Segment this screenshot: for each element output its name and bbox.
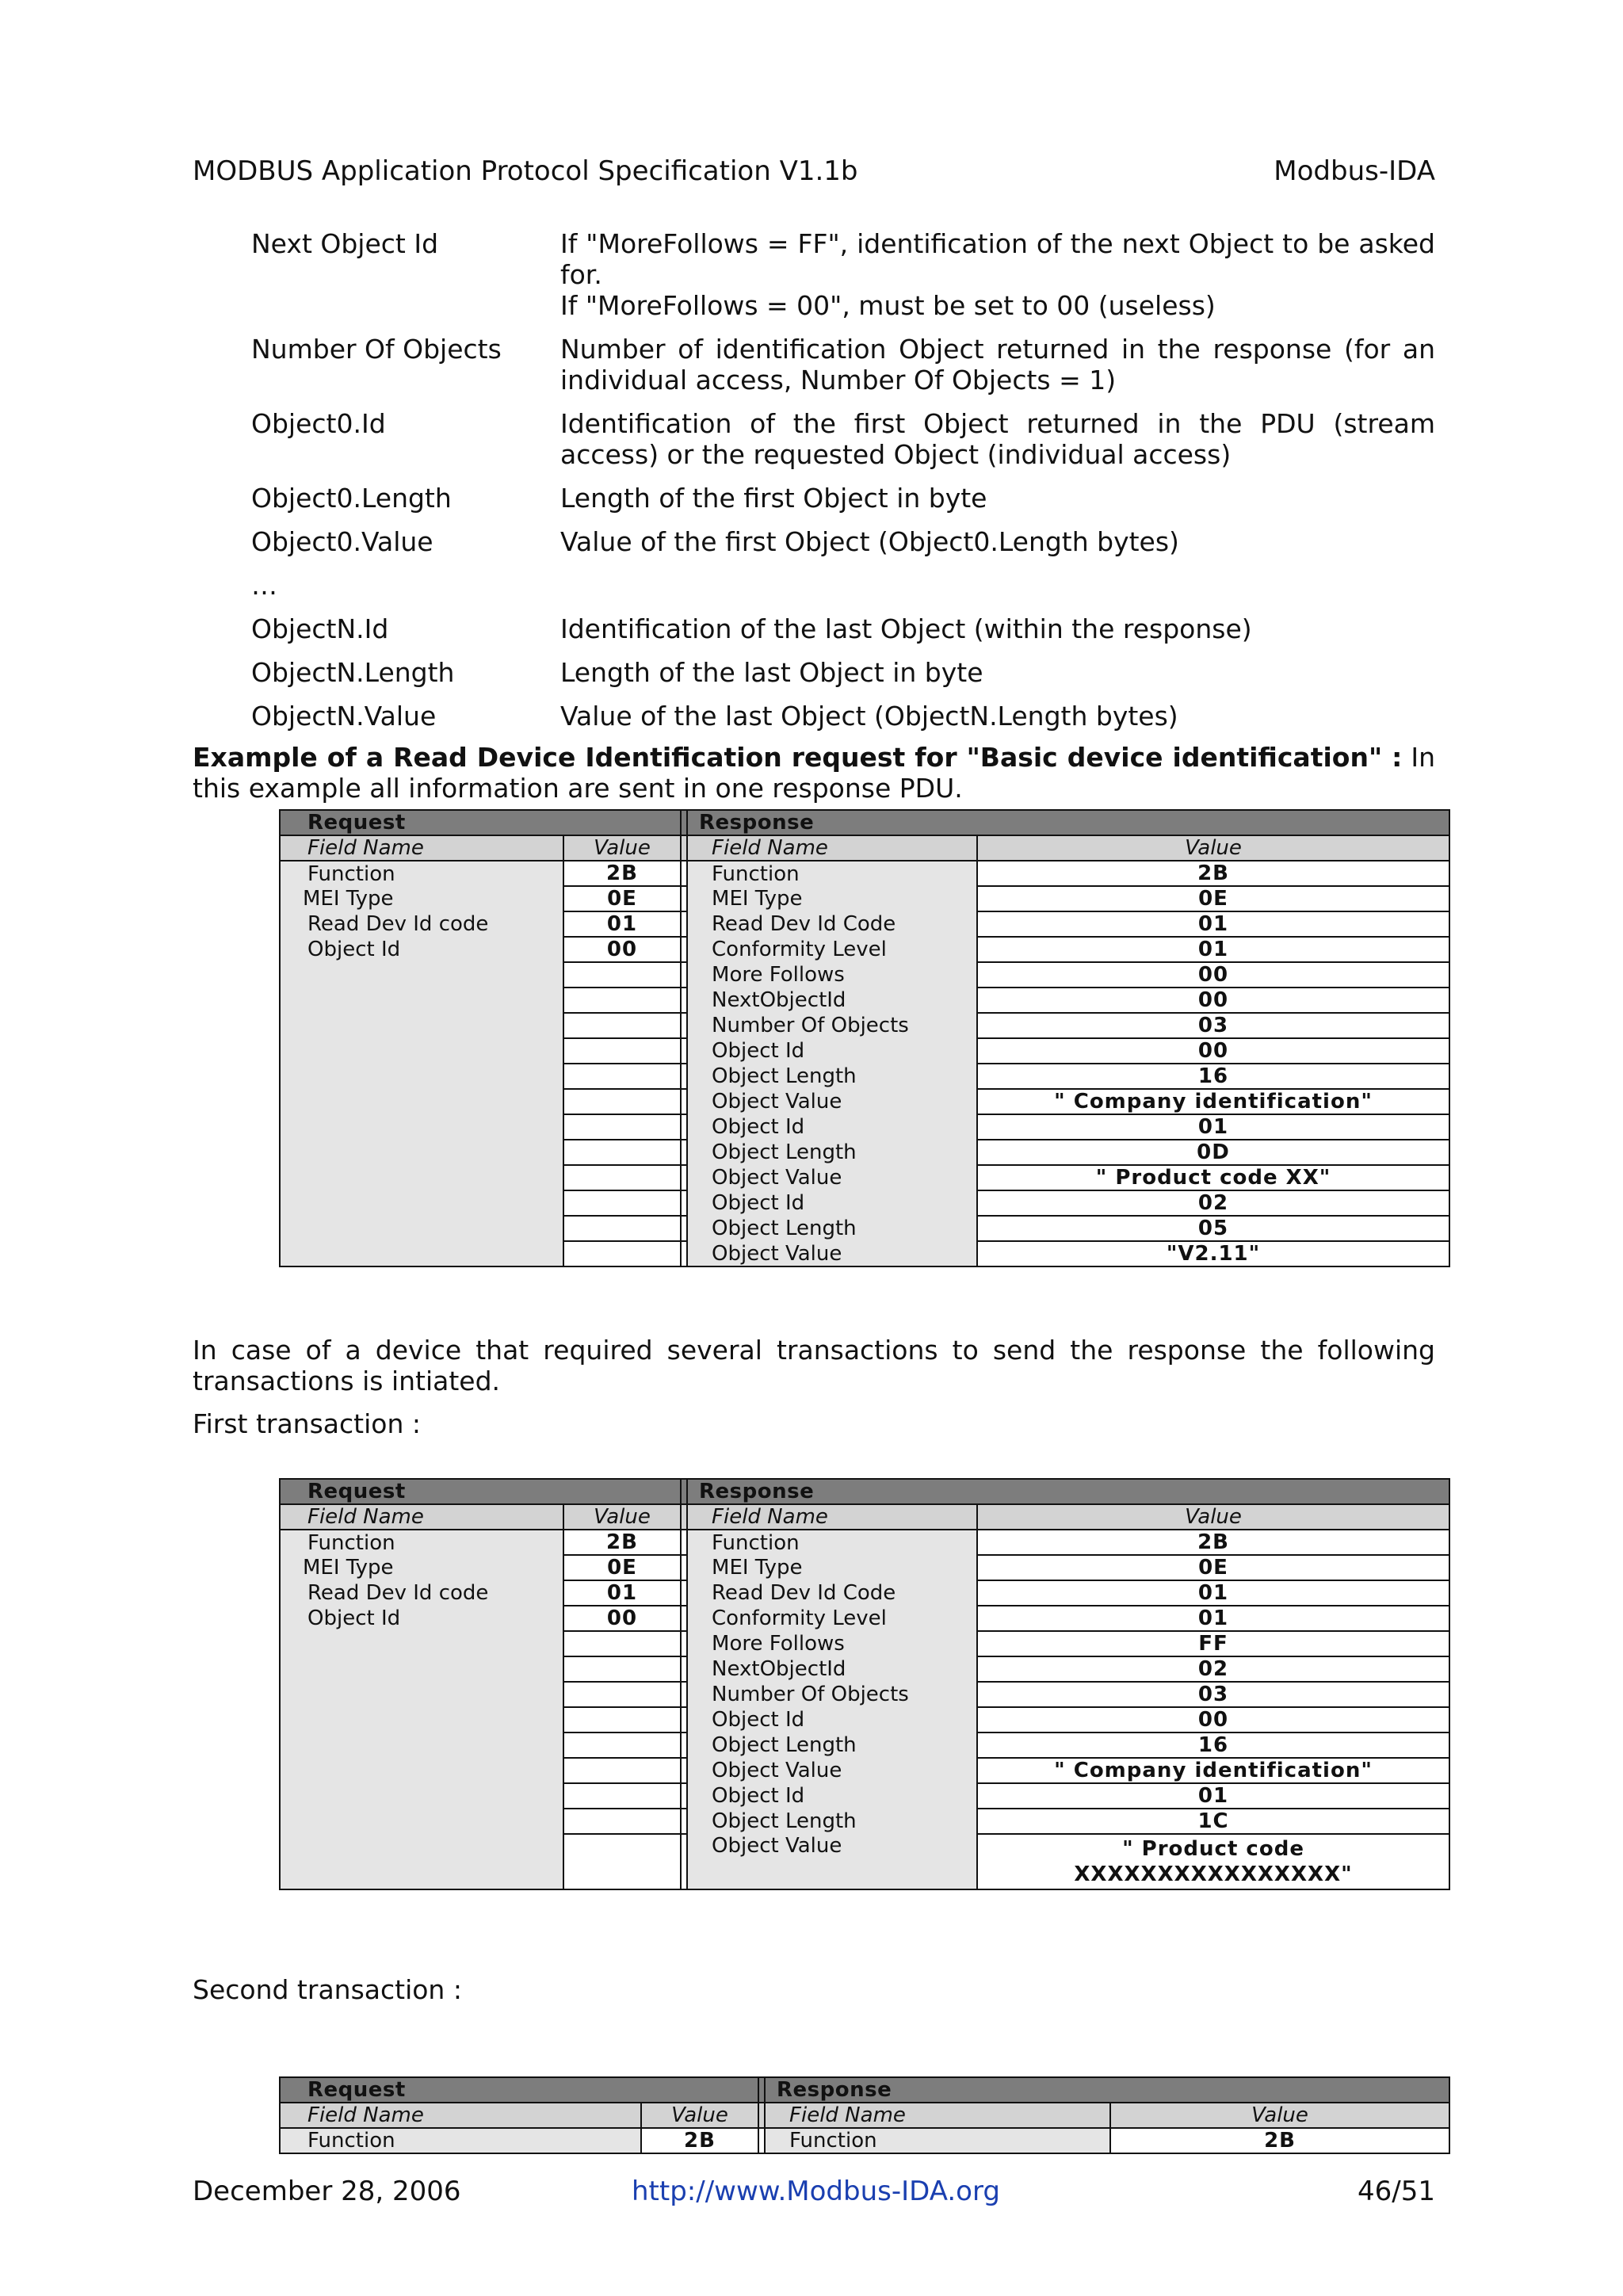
column-gap: [681, 1733, 687, 1758]
response-field-value: 01: [977, 1114, 1449, 1140]
request-field-value: [563, 1656, 681, 1682]
request-field-value: [563, 988, 681, 1013]
field-name-header: Field Name: [765, 2103, 1110, 2128]
table-row: [280, 1114, 1449, 1140]
definition-term: …: [251, 570, 277, 601]
response-field-value: 1C: [977, 1809, 1449, 1834]
column-gap: [681, 911, 687, 937]
column-gap: [681, 1834, 687, 1889]
request-field-value: 00: [563, 937, 681, 962]
response-field-name: Number Of Objects: [687, 1682, 977, 1707]
column-gap: [681, 1064, 687, 1089]
definition-item: [251, 483, 1435, 514]
response-header: Response: [687, 1479, 1449, 1504]
request-field-name: [280, 1682, 563, 1707]
column-gap: [681, 1504, 687, 1530]
header-org: Modbus-IDA: [1274, 155, 1435, 187]
response-field-value: " Product code XX": [977, 1165, 1449, 1190]
value-header: Value: [977, 835, 1449, 861]
request-field-value: [563, 1114, 681, 1140]
field-name-header: Field Name: [280, 2103, 641, 2128]
definition-item: [251, 701, 1435, 732]
column-gap: [681, 1140, 687, 1165]
request-field-name: [280, 1216, 563, 1241]
column-gap: [681, 1530, 687, 1555]
response-field-name: Object Id: [687, 1190, 977, 1216]
response-field-value: 0D: [977, 1140, 1449, 1165]
response-field-name: Number Of Objects: [687, 1013, 977, 1038]
table-row: [280, 1783, 1449, 1809]
example-paragraph: [193, 742, 1435, 804]
column-gap: [681, 1631, 687, 1656]
response-field-value: " Product code XXXXXXXXXXXXXXXX": [977, 1834, 1449, 1889]
response-field-name: Object Value: [687, 1834, 977, 1889]
request-field-name: Function: [280, 2128, 641, 2153]
column-gap: [681, 861, 687, 886]
request-field-value: [563, 1038, 681, 1064]
definition-list: [251, 228, 1435, 744]
table-row: [280, 1606, 1449, 1631]
response-field-value: 01: [977, 1783, 1449, 1809]
table-row: [280, 1631, 1449, 1656]
table-row: [280, 1530, 1449, 1555]
request-field-name: [280, 988, 563, 1013]
request-field-name: [280, 962, 563, 988]
definition-item: [251, 408, 1435, 470]
request-field-value: [563, 1733, 681, 1758]
response-field-name: Object Length: [687, 1809, 977, 1834]
table-row: [280, 886, 1449, 911]
response-field-name: Object Value: [687, 1758, 977, 1783]
definition-term: ObjectN.Length: [251, 657, 455, 688]
response-field-value: 03: [977, 1682, 1449, 1707]
table-row: [280, 1555, 1449, 1580]
definition-item: [251, 570, 1435, 601]
column-gap: [681, 937, 687, 962]
definition-description: [560, 613, 1435, 644]
definition-term: Object0.Length: [251, 483, 452, 514]
table-row: [280, 1064, 1449, 1089]
request-field-name: Function: [280, 861, 563, 886]
value-header: Value: [563, 835, 681, 861]
request-field-value: [563, 1089, 681, 1114]
first-transaction-label: First transaction :: [193, 1408, 421, 1439]
footer-link[interactable]: http://www.Modbus-IDA.org: [632, 2176, 1000, 2207]
table-row: [280, 1013, 1449, 1038]
request-field-value: [563, 1064, 681, 1089]
request-field-name: [280, 1758, 563, 1783]
definition-line: Value of the first Object (Object0.Length bytes): [560, 526, 1179, 557]
request-field-name: Read Dev Id code: [280, 911, 563, 937]
request-field-name: [280, 1089, 563, 1114]
response-field-name: Object Length: [687, 1733, 977, 1758]
column-gap: [681, 1783, 687, 1809]
definition-line: If "MoreFollows = 00", must be set to 00 (useless): [560, 290, 1216, 321]
table-row: [280, 1216, 1449, 1241]
response-header: Response: [765, 2077, 1449, 2103]
response-field-name: Conformity Level: [687, 1606, 977, 1631]
definition-line: Identification of the last Object (within the response): [560, 613, 1252, 644]
request-field-name: [280, 1783, 563, 1809]
table-subheader-row: [280, 2103, 1449, 2128]
column-gap: [758, 2077, 765, 2103]
request-field-name: [280, 1114, 563, 1140]
request-field-value: [563, 1834, 681, 1889]
response-field-name: Object Length: [687, 1216, 977, 1241]
response-field-value: 05: [977, 1216, 1449, 1241]
request-field-name: [280, 1064, 563, 1089]
table-row: [280, 1758, 1449, 1783]
request-field-name: [280, 1038, 563, 1064]
column-gap: [681, 1707, 687, 1733]
request-field-value: [563, 1190, 681, 1216]
definition-description: [560, 228, 1435, 321]
response-field-name: Function: [765, 2128, 1110, 2153]
request-field-name: Function: [280, 1530, 563, 1555]
column-gap: [681, 810, 687, 835]
request-field-name: [280, 1190, 563, 1216]
table-row: [280, 1834, 1449, 1889]
table-row: [280, 1089, 1449, 1114]
definition-term: Next Object Id: [251, 228, 439, 259]
column-gap: [681, 988, 687, 1013]
table-row: [280, 1038, 1449, 1064]
several-transactions-paragraph: In case of a device that required several transactions to send the response the following transactions is intiated.: [193, 1335, 1435, 1396]
request-field-name: [280, 1241, 563, 1266]
column-gap: [758, 2128, 765, 2153]
request-field-name: Object Id: [280, 1606, 563, 1631]
table-row: [280, 911, 1449, 937]
response-field-name: Object Value: [687, 1165, 977, 1190]
column-gap: [681, 1479, 687, 1504]
column-gap: [681, 1216, 687, 1241]
request-field-value: 0E: [563, 886, 681, 911]
table-row: [280, 1707, 1449, 1733]
response-field-name: More Follows: [687, 1631, 977, 1656]
table-row: [280, 2128, 1449, 2153]
definition-description: [560, 483, 1435, 514]
table-row: [280, 1682, 1449, 1707]
response-field-value: 16: [977, 1733, 1449, 1758]
response-field-value: FF: [977, 1631, 1449, 1656]
value-header: Value: [563, 1504, 681, 1530]
definition-line: Identification of the first Object returned in the PDU (stream access) or the requested Object (individual access): [560, 408, 1435, 470]
value-header: Value: [641, 2103, 758, 2128]
request-field-name: [280, 1165, 563, 1190]
column-gap: [681, 1580, 687, 1606]
field-name-header: Field Name: [687, 1504, 977, 1530]
request-field-value: [563, 1758, 681, 1783]
request-field-value: 00: [563, 1606, 681, 1631]
response-field-name: Function: [687, 1530, 977, 1555]
definition-description: [560, 701, 1435, 732]
definition-line: Number of identification Object returned in the response (for an individual access, Number Of Objects = 1): [560, 334, 1435, 395]
table-row: [280, 1809, 1449, 1834]
response-field-value: 01: [977, 937, 1449, 962]
request-header: Request: [280, 1479, 681, 1504]
column-gap: [681, 1013, 687, 1038]
table-header-row: [280, 2077, 1449, 2103]
request-field-value: 2B: [641, 2128, 758, 2153]
definition-term: Object0.Id: [251, 408, 386, 439]
response-field-name: Object Id: [687, 1038, 977, 1064]
column-gap: [681, 1089, 687, 1114]
request-field-name: MEI Type: [280, 886, 563, 911]
table-row: [280, 1140, 1449, 1165]
response-field-name: Object Length: [687, 1140, 977, 1165]
request-field-value: [563, 1165, 681, 1190]
response-field-value: 16: [977, 1064, 1449, 1089]
definition-description: [560, 526, 1435, 557]
request-field-value: [563, 1216, 681, 1241]
response-field-value: 02: [977, 1656, 1449, 1682]
column-gap: [681, 1809, 687, 1834]
definition-line: Length of the first Object in byte: [560, 483, 987, 514]
response-field-name: NextObjectId: [687, 988, 977, 1013]
example-text: In this example all information are sent in one response PDU.: [193, 742, 1435, 804]
table-header-row: [280, 1479, 1449, 1504]
table-header-row: [280, 810, 1449, 835]
column-gap: [681, 1190, 687, 1216]
response-field-name: Read Dev Id Code: [687, 1580, 977, 1606]
response-field-value: "V2.11": [977, 1241, 1449, 1266]
column-gap: [758, 2103, 765, 2128]
request-field-name: [280, 1834, 563, 1889]
request-field-name: MEI Type: [280, 1555, 563, 1580]
table-row: [280, 937, 1449, 962]
request-field-name: [280, 1631, 563, 1656]
table-row: [280, 861, 1449, 886]
response-header: Response: [687, 810, 1449, 835]
definition-item: [251, 526, 1435, 557]
response-field-value: 00: [977, 1707, 1449, 1733]
column-gap: [681, 1038, 687, 1064]
response-field-value: 02: [977, 1190, 1449, 1216]
request-field-name: [280, 1013, 563, 1038]
response-field-name: Read Dev Id Code: [687, 911, 977, 937]
response-field-value: 01: [977, 1606, 1449, 1631]
request-field-name: [280, 1140, 563, 1165]
response-field-value: " Company identification": [977, 1758, 1449, 1783]
field-name-header: Field Name: [687, 835, 977, 861]
response-field-name: Object Id: [687, 1707, 977, 1733]
request-field-value: [563, 1140, 681, 1165]
response-field-value: 00: [977, 962, 1449, 988]
response-field-value: 2B: [1110, 2128, 1449, 2153]
table-row: [280, 1733, 1449, 1758]
column-gap: [681, 1114, 687, 1140]
table-row: [280, 1190, 1449, 1216]
field-name-header: Field Name: [280, 1504, 563, 1530]
footer-page-number: 46/51: [1358, 2176, 1435, 2207]
table-row: [280, 1580, 1449, 1606]
table-row: [280, 962, 1449, 988]
request-field-value: [563, 962, 681, 988]
request-field-value: [563, 1241, 681, 1266]
response-field-name: Object Value: [687, 1241, 977, 1266]
request-header: Request: [280, 810, 681, 835]
column-gap: [681, 1606, 687, 1631]
second-transaction-label: Second transaction :: [193, 1974, 462, 2005]
response-field-name: Object Id: [687, 1783, 977, 1809]
table-subheader-row: [280, 835, 1449, 861]
value-header: Value: [1110, 2103, 1449, 2128]
response-field-value: 00: [977, 988, 1449, 1013]
response-field-value: 0E: [977, 886, 1449, 911]
definition-item: [251, 657, 1435, 688]
response-field-name: More Follows: [687, 962, 977, 988]
request-field-name: Read Dev Id code: [280, 1580, 563, 1606]
response-field-value: 01: [977, 911, 1449, 937]
response-field-name: Conformity Level: [687, 937, 977, 962]
definition-description: [560, 334, 1435, 395]
request-field-value: [563, 1707, 681, 1733]
value-header: Value: [977, 1504, 1449, 1530]
request-header: Request: [280, 2077, 758, 2103]
response-field-value: 01: [977, 1580, 1449, 1606]
table-subheader-row: [280, 1504, 1449, 1530]
request-field-name: Object Id: [280, 937, 563, 962]
response-field-value: 2B: [977, 1530, 1449, 1555]
response-field-name: NextObjectId: [687, 1656, 977, 1682]
column-gap: [681, 1555, 687, 1580]
request-field-value: 2B: [563, 1530, 681, 1555]
request-field-value: [563, 1809, 681, 1834]
definition-item: [251, 334, 1435, 395]
definition-line: If "MoreFollows = FF", identification of the next Object to be asked for.: [560, 228, 1435, 290]
column-gap: [681, 962, 687, 988]
column-gap: [681, 835, 687, 861]
response-field-name: MEI Type: [687, 1555, 977, 1580]
definition-description: [560, 408, 1435, 470]
response-field-name: Object Id: [687, 1114, 977, 1140]
column-gap: [681, 886, 687, 911]
response-field-value: 00: [977, 1038, 1449, 1064]
response-field-name: Function: [687, 861, 977, 886]
response-field-name: MEI Type: [687, 886, 977, 911]
definition-term: ObjectN.Value: [251, 701, 437, 732]
request-field-value: 01: [563, 911, 681, 937]
request-field-name: [280, 1656, 563, 1682]
field-name-header: Field Name: [280, 835, 563, 861]
definition-term: Number Of Objects: [251, 334, 502, 365]
response-table-second-transaction: [279, 2076, 1450, 2154]
request-field-value: [563, 1013, 681, 1038]
request-field-value: [563, 1682, 681, 1707]
definition-term: Object0.Value: [251, 526, 433, 557]
response-field-value: 03: [977, 1013, 1449, 1038]
header-title: MODBUS Application Protocol Specification V1.1b: [193, 155, 858, 187]
request-field-value: 01: [563, 1580, 681, 1606]
request-field-name: [280, 1809, 563, 1834]
request-field-value: [563, 1631, 681, 1656]
definition-line: Value of the last Object (ObjectN.Length bytes): [560, 701, 1178, 732]
column-gap: [681, 1758, 687, 1783]
response-field-value: 0E: [977, 1555, 1449, 1580]
response-field-value: " Company identification": [977, 1089, 1449, 1114]
table-row: [280, 1165, 1449, 1190]
definition-term: ObjectN.Id: [251, 613, 389, 644]
definition-item: [251, 228, 1435, 321]
definition-description: [560, 657, 1435, 688]
response-field-name: Object Value: [687, 1089, 977, 1114]
definition-item: [251, 613, 1435, 644]
table-row: [280, 988, 1449, 1013]
table-row: [280, 1241, 1449, 1266]
response-field-value: 2B: [977, 861, 1449, 886]
column-gap: [681, 1165, 687, 1190]
request-field-value: [563, 1783, 681, 1809]
response-table-first-transaction: [279, 1478, 1450, 1890]
request-field-value: 0E: [563, 1555, 681, 1580]
column-gap: [681, 1241, 687, 1266]
request-field-value: 2B: [563, 861, 681, 886]
table-row: [280, 1656, 1449, 1682]
definition-line: Length of the last Object in byte: [560, 657, 983, 688]
footer-date: December 28, 2006: [193, 2176, 461, 2207]
request-field-name: [280, 1707, 563, 1733]
response-table-single-pdu: [279, 809, 1450, 1267]
request-field-name: [280, 1733, 563, 1758]
response-field-name: Object Length: [687, 1064, 977, 1089]
example-heading: Example of a Read Device Identification request for "Basic device identification" :: [193, 742, 1403, 773]
column-gap: [681, 1682, 687, 1707]
definition-description: [560, 570, 1435, 601]
column-gap: [681, 1656, 687, 1682]
